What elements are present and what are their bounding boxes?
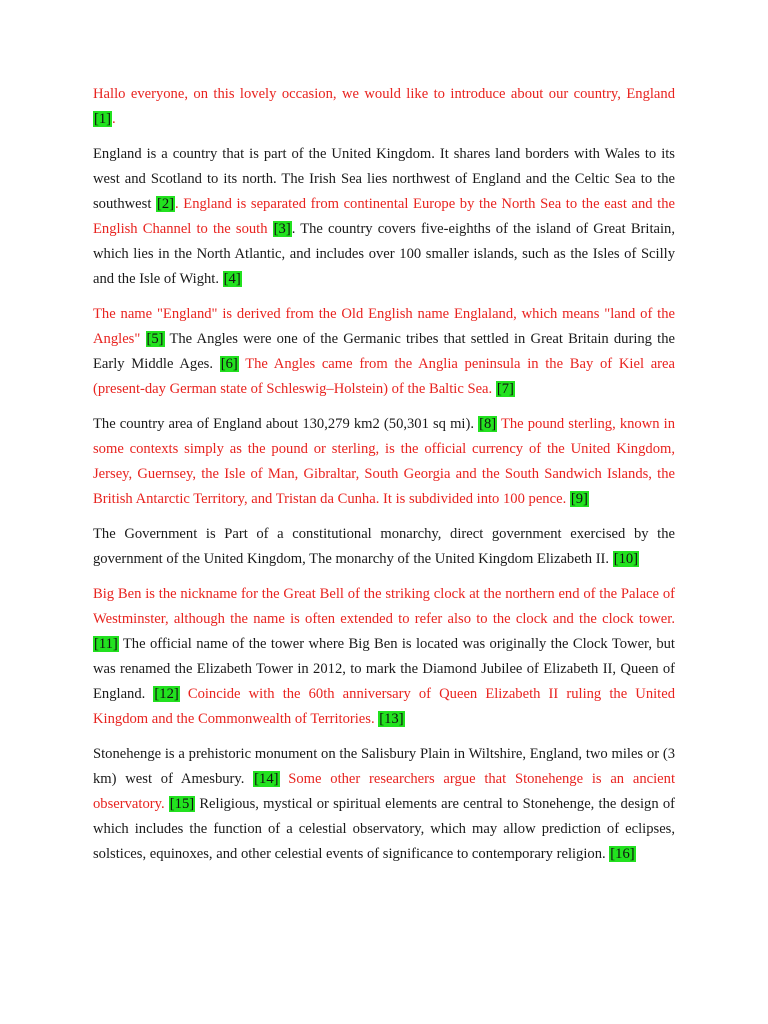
highlighted-text: . England is separated from continental Europe by the North Sea to the east and the English Channel to the south	[93, 196, 676, 237]
citation-ref: [14]	[254, 771, 279, 787]
highlighted-text: The Angles came from the Anglia peninsula in the Bay of Kiel area (present-day German state of Schleswig–Holstein) of the Baltic Sea.	[93, 356, 675, 397]
citation-ref: [2]	[157, 196, 175, 212]
highlighted-text: Hallo everyone, on this lovely occasion, we would like to introduce about our country, England	[93, 86, 675, 102]
body-text: . The country covers five-eighths of the island of Great Britain, which lies in the North Atlantic, and includes over 100 smaller islands, such as the Isles of Scilly and the Isle of Wight.	[93, 221, 675, 287]
citation-ref: [11]	[94, 636, 118, 652]
body-text: The official name of the tower where Big Ben is located was originally the Clock Tower, but was renamed the Elizabeth Tower in 2012, to mark the Diamond Jubilee of Elizabeth II, Queen of England.	[93, 636, 675, 702]
highlighted-text: The name "England" is derived from the Old English name Englaland, which means "land of the Angles"	[93, 306, 675, 347]
citation-ref: [5]	[146, 331, 164, 347]
citation-ref: [7]	[496, 381, 514, 397]
citation-ref: [12]	[154, 686, 179, 702]
paragraph	[93, 582, 675, 732]
citation-ref: [4]	[223, 271, 241, 287]
citation-ref: [9]	[570, 491, 588, 507]
citation-ref: [1]	[94, 111, 112, 127]
citation-ref: [6]	[220, 356, 238, 372]
document-page	[93, 82, 675, 877]
highlighted-text: The pound sterling, known in some contexts simply as the pound or sterling, is the official currency of the United Kingdom, Jersey, Guernsey, the Isle of Man, Gibraltar, South Georgia and the South Sandwich Islands, the British Antarctic Territory, and Tristan da Cunha. It is subdivided into 100 pence.	[93, 416, 675, 507]
citation-ref: [10]	[613, 551, 639, 567]
paragraph	[93, 522, 675, 572]
body-text: The country area of England about 130,279 km2 (50,301 sq mi).	[93, 416, 479, 432]
highlighted-text: Some other researchers argue that Stonehenge is an ancient observatory.	[93, 771, 675, 812]
paragraph	[93, 302, 675, 402]
paragraph	[93, 412, 675, 512]
body-text: Stonehenge is a prehistoric monument on the Salisbury Plain in Wiltshire, England, two miles or (3 km) west of Amesbury.	[93, 746, 675, 787]
citation-ref: [3]	[273, 221, 291, 237]
highlighted-text: Big Ben is the nickname for the Great Bell of the striking clock at the northern end of the Palace of Westminster, although the name is often extended to refer also to the clock and the clock tower.	[93, 586, 675, 627]
highlighted-text: .	[112, 111, 116, 127]
paragraph	[93, 742, 675, 867]
paragraph	[93, 82, 675, 132]
citation-ref: [16]	[610, 846, 635, 862]
highlighted-text: Coincide with the 60th anniversary of Queen Elizabeth II ruling the United Kingdom and the Commonwealth of Territories.	[93, 686, 675, 727]
citation-ref: [13]	[379, 711, 404, 727]
body-text: Religious, mystical or spiritual elements are central to Stonehenge, the design of which includes the function of a celestial observatory, which may allow prediction of eclipses, solstices, equinoxes, and other celestial events of significance to contemporary religion.	[93, 796, 675, 862]
citation-ref: [8]	[479, 416, 497, 432]
body-text: The Angles were one of the Germanic tribes that settled in Great Britain during the Early Middle Ages.	[93, 331, 675, 372]
body-text: The Government is Part of a constitutional monarchy, direct government exercised by the government of the United Kingdom, The monarchy of the United Kingdom Elizabeth II.	[93, 526, 675, 567]
paragraph	[93, 142, 675, 292]
citation-ref: [15]	[169, 796, 195, 812]
body-text: England is a country that is part of the United Kingdom. It shares land borders with Wales to its west and Scotland to its north. The Irish Sea lies northwest of England and the Celtic Sea to the southwest	[93, 146, 675, 212]
